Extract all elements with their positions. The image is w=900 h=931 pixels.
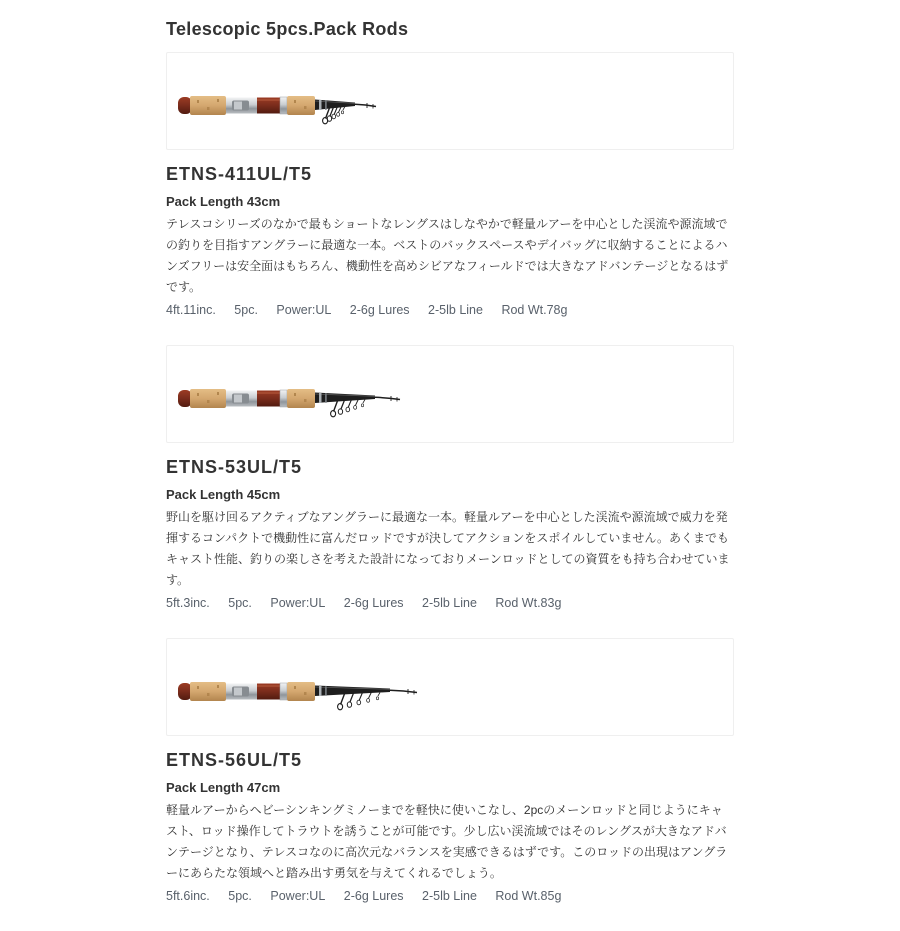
spec-length: 5ft.6inc. — [166, 889, 210, 903]
spec-lure-weight: 2-6g Lures — [343, 596, 404, 610]
spec-rod-weight: Rod Wt.85g — [495, 889, 562, 903]
product-section-etns53 — [166, 345, 734, 612]
spec-pieces: 5pc. — [228, 596, 252, 610]
telescopic-rod-photo — [173, 640, 433, 734]
product-model-name: ETNS-53UL/T5 — [166, 457, 303, 477]
product-section-etns56 — [166, 638, 734, 905]
telescopic-rod-photo — [173, 54, 433, 148]
spec-rod-weight: Rod Wt.78g — [501, 303, 568, 317]
spec-length: 4ft.11inc. — [166, 303, 216, 317]
spec-rod-weight: Rod Wt.83g — [495, 596, 562, 610]
pack-length-label: Pack Length 45cm — [166, 487, 281, 502]
catalog-content — [166, 18, 734, 931]
spec-line-rating: 2-5lb Line — [422, 596, 477, 610]
telescopic-rod-photo — [173, 347, 433, 441]
product-section-etns411 — [166, 52, 734, 319]
product-specs-row — [166, 302, 734, 319]
product-specs-row — [166, 595, 734, 612]
pack-length-label: Pack Length 43cm — [166, 194, 281, 209]
spec-power: Power:UL — [270, 596, 326, 610]
product-specs-row — [166, 888, 734, 905]
product-image-frame — [166, 345, 734, 443]
spec-lure-weight: 2-6g Lures — [343, 889, 404, 903]
spec-length: 5ft.3inc. — [166, 596, 210, 610]
product-description: 軽量ルアーからヘビーシンキングミノーまでを軽快に使いこなし、2pcのメーンロッドと同じようにキャスト、ロッド操作してトラウトを誘うことが可能です。少し広い渓流域ではそのレングスが大きなアドバンテージとなり、テレスコなのに高次元なバランスを実感できるはずです。このロッドの出現はアングラーにあらたな領域へと踏み出す勇気を与えてくれるでしょう。 — [166, 803, 728, 880]
product-image-frame — [166, 52, 734, 150]
pack-length-label: Pack Length 47cm — [166, 780, 281, 795]
product-model-name: ETNS-411UL/T5 — [166, 164, 313, 184]
spec-pieces: 5pc. — [234, 303, 258, 317]
spec-power: Power:UL — [276, 303, 332, 317]
product-model-name: ETNS-56UL/T5 — [166, 750, 303, 770]
spec-line-rating: 2-5lb Line — [422, 889, 477, 903]
product-description: テレスコシリーズのなかで最もショートなレングスはしなやかで軽量ルアーを中心とした渓流や源流域での釣りを目指すアングラーに最適な一本。ベストのバックスペースやデイバッグに収納することによるハンズフリーは安全面はもちろん、機動性を高めシビアなフィールドでは大きなアドバンテージとなるはずです。 — [166, 217, 729, 294]
product-image-frame — [166, 638, 734, 736]
product-description: 野山を駆け回るアクティブなアングラーに最適な一本。軽量ルアーを中心とした渓流や源流域で威力を発揮するコンパクトで機動性に富んだロッドですが決してアクションをスポイルしていません。あくまでもキャスト性能、釣りの楽しさを考えた設計になっておりメーンロッドとしての資質をも持ち合わせています。 — [166, 510, 730, 587]
spec-pieces: 5pc. — [228, 889, 252, 903]
spec-line-rating: 2-5lb Line — [428, 303, 483, 317]
spec-lure-weight: 2-6g Lures — [349, 303, 410, 317]
spec-power: Power:UL — [270, 889, 326, 903]
page-title: Telescopic 5pcs.Pack Rods — [166, 19, 409, 39]
